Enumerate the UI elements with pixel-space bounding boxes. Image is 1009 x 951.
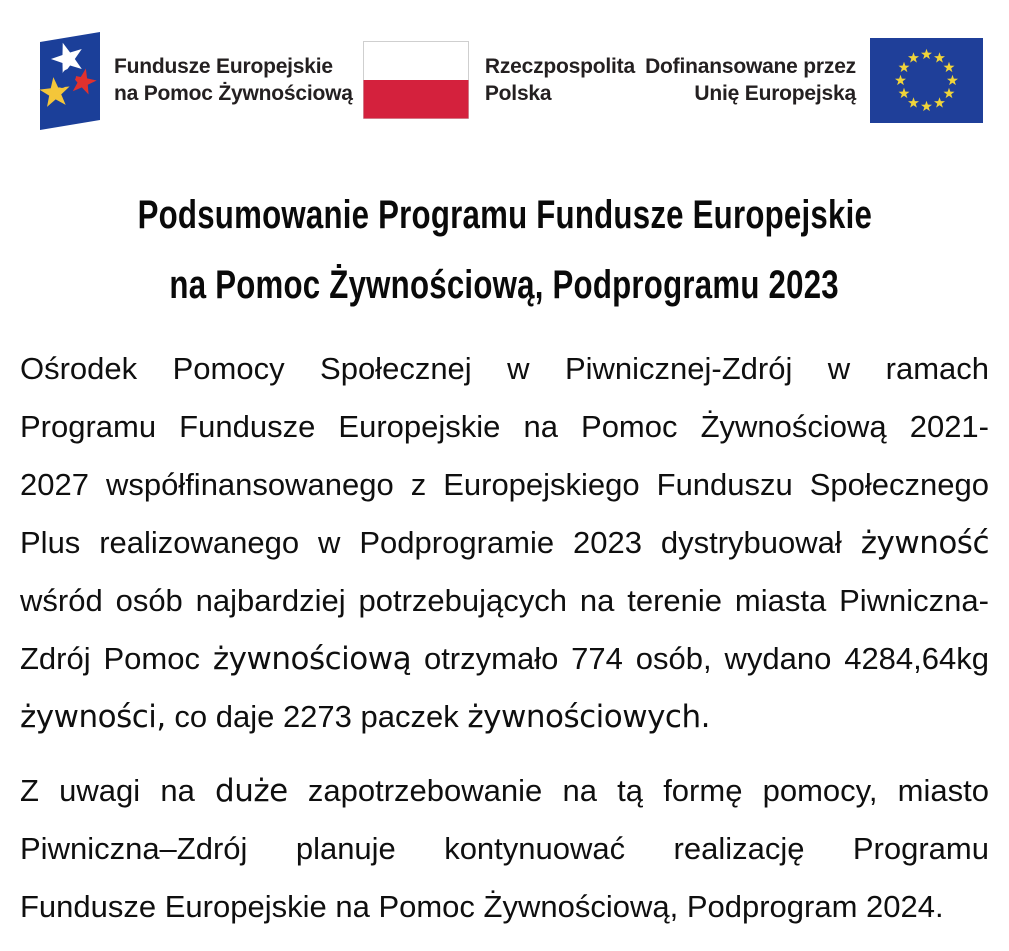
text-line bbox=[20, 630, 989, 688]
text-line bbox=[20, 398, 989, 456]
text-line bbox=[20, 572, 989, 630]
fe-logo-label-line1: Fundusze Europejskie bbox=[114, 55, 333, 78]
eu-logo bbox=[645, 38, 983, 123]
eu-flag-icon bbox=[870, 38, 983, 123]
fe-logo bbox=[38, 30, 353, 130]
document-title-line2: na Pomoc Żywnościową, Podprogramu 2023 bbox=[169, 263, 840, 307]
text-line bbox=[20, 820, 989, 878]
document-title-line1: Podsumowanie Programu Fundusze Europejskie bbox=[137, 193, 872, 237]
text-segment: Zdrój Pomoc bbox=[20, 641, 213, 676]
document-body bbox=[20, 340, 989, 936]
paragraph bbox=[20, 762, 989, 936]
text-segment: Ośrodek Pomocy Społecznej w Piwnicznej-Zdrój w ramach bbox=[20, 351, 989, 386]
poland-flag-icon bbox=[363, 41, 469, 119]
text-segment: 2027 współfinansowanego z Europejskiego Funduszu Społecznego bbox=[20, 467, 989, 502]
fe-flag-icon bbox=[38, 30, 102, 130]
text-segment: otrzymało 774 osób, wydano 4284,64kg bbox=[411, 641, 989, 676]
poland-logo-label-line2: Polska bbox=[484, 82, 552, 105]
paragraph bbox=[20, 340, 989, 746]
poland-logo-label bbox=[485, 53, 635, 107]
emphasized-text: duże bbox=[215, 773, 288, 809]
text-line bbox=[20, 514, 989, 572]
text-line bbox=[20, 762, 989, 820]
poland-logo bbox=[363, 41, 635, 119]
logos-header bbox=[0, 28, 1009, 132]
text-line bbox=[20, 456, 989, 514]
text-line bbox=[20, 688, 989, 746]
poland-logo-label-line1: Rzeczpospolita bbox=[484, 55, 635, 78]
text-segment: zapotrzebowanie na tą formę pomocy, miasto bbox=[287, 773, 989, 808]
text-line bbox=[20, 340, 989, 398]
text-segment: Z uwagi na bbox=[20, 773, 216, 808]
text-segment: Fundusze Europejskie na Pomoc Żywnościową, Podprogram 2024. bbox=[20, 889, 944, 924]
emphasized-text: żywnościowych. bbox=[467, 699, 710, 735]
text-segment: Programu Fundusze Europejskie na Pomoc Żywnościową 2021- bbox=[20, 409, 989, 444]
emphasized-text: żywności, bbox=[20, 699, 166, 735]
eu-logo-label bbox=[645, 53, 856, 107]
eu-logo-label-line1: Dofinansowane przez bbox=[645, 55, 856, 78]
text-line bbox=[20, 878, 989, 936]
text-segment: Plus realizowanego w Podprogramie 2023 dystrybuował bbox=[20, 525, 861, 560]
text-segment: wśród osób najbardziej potrzebujących na terenie miasta Piwniczna- bbox=[20, 583, 989, 618]
eu-logo-label-line2: Unię Europejską bbox=[694, 82, 856, 105]
text-segment: Piwniczna–Zdrój planuje kontynuować realizację Programu bbox=[20, 831, 989, 866]
text-segment: co daje 2273 paczek bbox=[165, 699, 468, 734]
fe-logo-label-line2: na Pomoc Żywnościową bbox=[114, 82, 353, 105]
emphasized-text: żywnościową bbox=[212, 641, 412, 677]
document-title bbox=[0, 180, 1009, 320]
fe-logo-label bbox=[114, 53, 353, 107]
emphasized-text: żywność bbox=[860, 525, 989, 561]
